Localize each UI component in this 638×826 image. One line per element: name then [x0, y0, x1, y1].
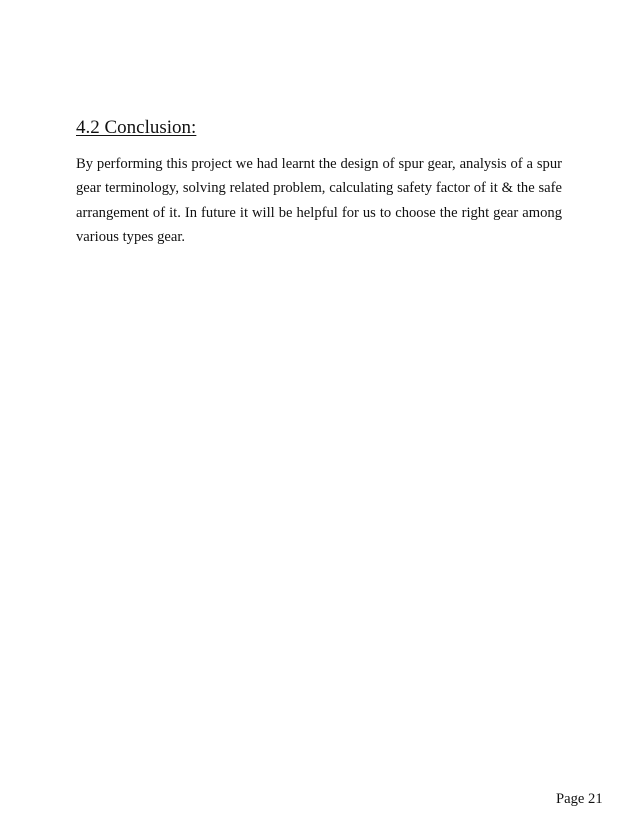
conclusion-paragraph: By performing this project we had learnt the design of spur gear, analysis of a spur gear terminology, solving related problem, calculating safety factor of it & the safe arrangement of it. In future it will be helpful for us to choose the right gear among various types gear.	[76, 156, 562, 245]
page-number: Page 21	[556, 791, 603, 807]
section-heading: 4.2 Conclusion:	[76, 117, 197, 138]
